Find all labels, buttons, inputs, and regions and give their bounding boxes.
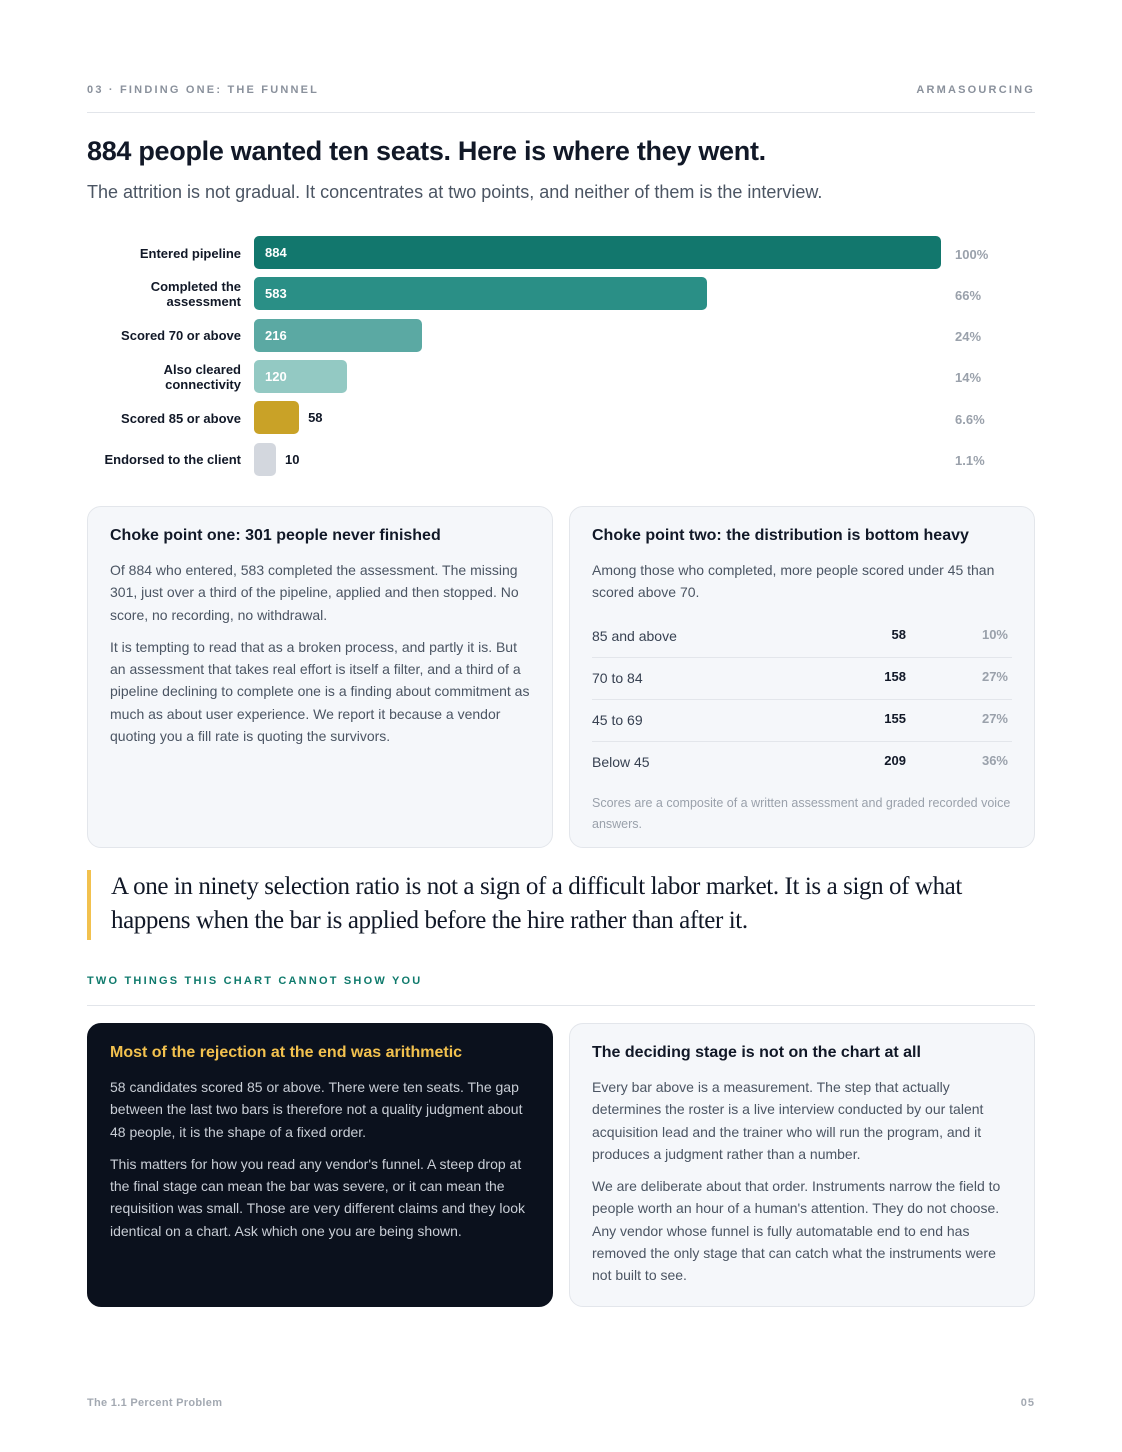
- card-title: Choke point one: 301 people never finished: [110, 527, 441, 544]
- section-heading: TWO THINGS THIS CHART CANNOT SHOW YOU: [87, 975, 1035, 1006]
- funnel-bar: [254, 443, 276, 476]
- table-row: [592, 742, 1012, 783]
- funnel-row: [87, 319, 1035, 353]
- bar-value-label: 10: [285, 451, 300, 467]
- bar-label: Also cleared connectivity: [163, 361, 241, 392]
- row-count: 58: [891, 626, 906, 642]
- bar-label: Completed the assessment: [150, 279, 241, 310]
- bar-value-label: 884: [265, 245, 287, 260]
- funnel-chart: [87, 236, 1035, 478]
- card-paragraph: This matters for how you read any vendor's funnel. A steep drop at the final stage can mean the bar was severe, or it can mean the requisition was small. Those are very different claims and they look identical on a chart. Ask which one you are being shown.: [110, 1155, 526, 1239]
- bar-label: Scored 85 or above: [121, 410, 241, 426]
- row-percent: 36%: [981, 752, 1008, 768]
- table-row: [592, 700, 1012, 742]
- funnel-row: [87, 360, 1035, 394]
- bar-percent-label: 1.1%: [955, 453, 985, 468]
- funnel-row: [87, 277, 1035, 311]
- card-intro: Among those who completed, more people scored under 45 than scored above 70.: [592, 562, 995, 601]
- table-footnote: Scores are a composite of a written assessment and graded recorded voice answers.: [592, 795, 1011, 831]
- deciding-stage-card: [569, 1023, 1035, 1307]
- score-distribution-table: [592, 616, 1012, 783]
- row-percent: 27%: [981, 668, 1008, 684]
- bar-value-label: 216: [265, 327, 287, 343]
- brand-name: ARMASOURCING: [916, 84, 1035, 96]
- quote-line: A one in ninety selection ratio is not a sign of a difficult labor market. It is a sign of what: [111, 873, 962, 900]
- card-title: Most of the rejection at the end was arithmetic: [110, 1044, 463, 1061]
- row-percent: 10%: [981, 626, 1008, 642]
- bar-percent-label: 24%: [955, 329, 982, 345]
- row-label: Below 45: [592, 753, 650, 770]
- card-title: The deciding stage is not on the chart at all: [592, 1044, 921, 1061]
- row-count: 209: [884, 752, 906, 768]
- page-title: 884 people wanted ten seats. Here is where they went.: [87, 136, 766, 166]
- bar-percent-label: 66%: [955, 287, 982, 303]
- bar-value-label: 58: [308, 410, 323, 426]
- row-count: 155: [884, 710, 906, 726]
- row-label: 70 to 84: [592, 669, 643, 686]
- row-count: 158: [884, 668, 906, 684]
- choke-point-one-card: [87, 506, 553, 848]
- quote-line: happens when the bar is applied before the hire rather than after it.: [111, 907, 748, 934]
- arithmetic-card: [87, 1023, 553, 1307]
- bar-value-label: 120: [265, 368, 287, 384]
- bar-percent-label: 14%: [955, 370, 982, 386]
- bar-label: Scored 70 or above: [121, 328, 241, 344]
- table-row: [592, 658, 1012, 700]
- funnel-bar: [254, 277, 707, 310]
- row-percent: 27%: [981, 710, 1008, 726]
- card-paragraph: We are deliberate about that order. Instruments narrow the field to people worth an hour of a human's attention. They do not choose. Any vendor whose funnel is fully automatable end to end has removed the only stage that can catch what the instruments were not built to see.: [592, 1178, 1001, 1284]
- card-paragraph: Every bar above is a measurement. The step that actually determines the roster is a live interview conducted by our talent acquisition lead and the trainer who will run the program, and it produces a judgment rather than a number.: [592, 1079, 984, 1162]
- page-header: [87, 84, 1035, 113]
- card-title: Choke point two: the distribution is bottom heavy: [592, 527, 969, 544]
- funnel-row: [87, 401, 1035, 435]
- funnel-bar: [254, 401, 299, 434]
- footer-title: The 1.1 Percent Problem: [87, 1397, 223, 1409]
- row-label: 45 to 69: [592, 711, 643, 728]
- bar-value-label: 583: [265, 286, 287, 302]
- bar-percent-label: 100%: [955, 246, 989, 262]
- row-label: 85 and above: [592, 627, 677, 644]
- funnel-bar: [254, 236, 941, 269]
- card-paragraph: Of 884 who entered, 583 completed the assessment. The missing 301, just over a third of the pipeline, applied and then stopped. No score, no recording, no withdrawal.: [110, 562, 519, 623]
- funnel-row: [87, 443, 1035, 477]
- table-row: [592, 616, 1012, 658]
- pull-quote: [87, 870, 1035, 940]
- choke-point-two-card: [569, 506, 1035, 848]
- bar-percent-label: 6.6%: [955, 411, 985, 427]
- page-number: 05: [1020, 1397, 1035, 1409]
- bar-label: Endorsed to the client: [104, 452, 241, 467]
- funnel-row: [87, 236, 1035, 270]
- card-paragraph: 58 candidates scored 85 or above. There were ten seats. The gap between the last two bars is therefore not a quality judgment about 48 people, it is the shape of a fixed order.: [110, 1079, 523, 1140]
- section-label-header: 03 · FINDING ONE: THE FUNNEL: [87, 84, 320, 96]
- page-subtitle: The attrition is not gradual. It concentrates at two points, and neither of them is the interview.: [87, 182, 823, 202]
- card-paragraph: It is tempting to read that as a broken process, and partly it is. But an assessment that takes real effort is itself a filter, and a third of a pipeline declining to complete one is a finding about commitment as much as about user experience. We report it because a vendor quoting you a fill rate is quoting the survivors.: [110, 638, 530, 745]
- bar-label: Entered pipeline: [139, 245, 241, 261]
